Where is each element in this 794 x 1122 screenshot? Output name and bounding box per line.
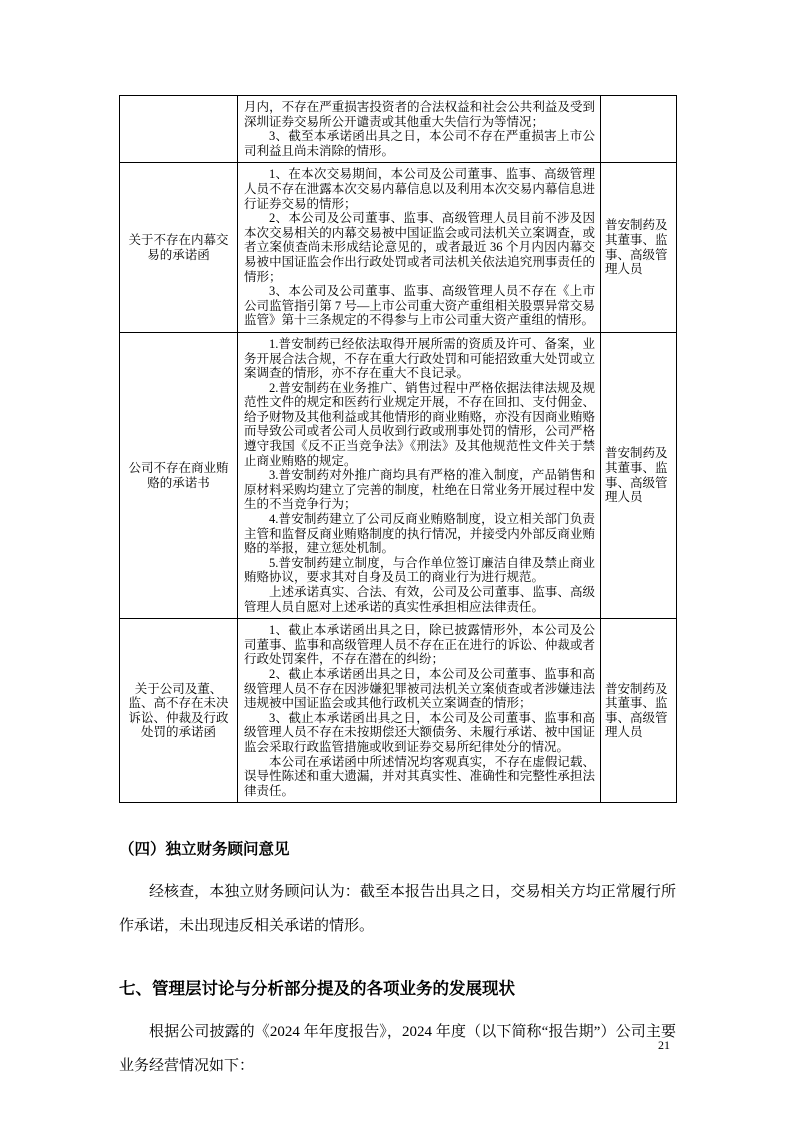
content-paragraph: 1.普安制药已经依法取得开展所需的资质及许可、备案，业务开展合法合规，不存在重大行政处罚和可能招致重大处罚或立案调查的情形，亦不存在重大不良记录。: [244, 336, 595, 381]
content-paragraph: 2.普安制药在业务推广、销售过程中严格依据法律法规及规范性文件的规定和医药行业规定开展，不存在回扣、支付佣金、给予财物及其他利益或其他情形的商业贿赂，亦没有因商业贿赂而导致公司或者公司人员收到行政或刑事处罚的情形，公司严格遵守我国《反不正当竞争法》《刑法》及其他规范性文件关于禁止商业贿赂的规定。: [244, 380, 595, 468]
section-paragraph-business-overview: 根据公司披露的《2024 年年度报告》，2024 年度（以下简称“报告期”）公司主要业务经营情况如下：: [119, 1024, 676, 1075]
row-label: 关于不存在内幕交易的承诺函: [120, 163, 238, 333]
party-cell: [601, 96, 677, 163]
row-content: [238, 332, 601, 618]
section-heading-independent-advisor: （四）独立财务顾问意见: [119, 841, 290, 859]
content-paragraph: 3、截止本承诺函出具之日，本公司及公司董事、监事和高级管理人员不存在未按期偿还大额债务、未履行承诺、被中国证监会采取行政监管措施或收到证券交易所纪律处分的情况。: [244, 710, 595, 754]
table-row-pending-litigation: [120, 619, 677, 803]
content-paragraph: 3.普安制药对外推广商均具有严格的准入制度，产品销售和原材料采购均建立了完善的制度，杜绝在日常业务开展过程中发生的不当竞争行为；: [244, 468, 595, 512]
content-paragraph: 3、截至本承诺函出具之日，本公司不存在严重损害上市公司利益且尚未消除的情形。: [244, 129, 595, 158]
row-label: 公司不存在商业贿赂的承诺书: [120, 332, 238, 618]
commitment-table: [119, 95, 677, 803]
party-cell: 普安制药及其董事、监事、高级管理人员: [601, 619, 677, 803]
content-paragraph: 上述承诺真实、合法、有效，公司及公司董事、监事、高级管理人员自愿对上述承诺的真实性承担相应法律责任。: [244, 585, 595, 614]
row-label: 关于公司及董、监、高不存在未决诉讼、仲裁及行政处罚的承诺函: [120, 619, 238, 803]
content-paragraph: 月内，不存在严重损害投资者的合法权益和社会公共利益及受到深圳证券交易所公开谴责或其他重大失信行为等情况；: [244, 100, 595, 129]
row-content: [238, 96, 601, 163]
content-paragraph: 本公司在承诺函中所述情况均客观真实，不存在虚假记载、误导性陈述和重大遗漏，并对其真实性、准确性和完整性承担法律责任。: [244, 754, 595, 798]
page-number: 21: [658, 1038, 670, 1052]
party-cell: 普安制药及其董事、监事、高级管理人员: [601, 332, 677, 618]
content-paragraph: 2、截止本承诺函出具之日，本公司及公司董事、监事和高级管理人员不存在因涉嫌犯罪被司法机关立案侦查或者涉嫌违法违规被中国证监会或其他行政机关立案调查的情形；: [244, 666, 595, 711]
table-row-insider-trading: [120, 163, 677, 333]
row-content: [238, 619, 601, 803]
content-paragraph: 1、截止本承诺函出具之日，除已披露情形外，本公司及公司董事、监事和高级管理人员不存在正在进行的诉讼、仲裁或者行政处罚案件，不存在潜在的纠纷；: [244, 623, 595, 667]
table-row-continuation: [120, 96, 677, 163]
content-paragraph: 2、本公司及公司董事、监事、高级管理人员目前不涉及因本次交易相关的内幕交易被中国证监会或司法机关立案调查，或者立案侦查尚未形成结论意见的，或者最近 36 个月内因内幕交易被中国证监会作出行政处罚或者司法机关依法追究刑事责任的情形；: [244, 211, 595, 284]
content-paragraph: 1、在本次交易期间，本公司及公司董事、监事、高级管理人员不存在泄露本次交易内幕信息以及利用本次交易内幕信息进行证券交易的情形；: [244, 167, 595, 211]
section-paragraph-advisor-opinion: 经核查，本独立财务顾问认为：截至本报告出具之日，交易相关方均正常履行所作承诺，未出现违反相关承诺的情形。: [119, 884, 676, 935]
party-cell: 普安制药及其董事、监事、高级管理人员: [601, 163, 677, 333]
row-content: [238, 163, 601, 333]
section-heading-management-discussion: 七、管理层讨论与分析部分提及的各项业务的发展现状: [119, 979, 515, 999]
content-paragraph: 5.普安制药建立制度，与合作单位签订廉洁自律及禁止商业贿赂协议，要求其对自身及员工的商业行为进行规范。: [244, 555, 595, 585]
row-label: [120, 96, 238, 163]
table-row-commercial-bribery: [120, 332, 677, 618]
content-paragraph: 3、本公司及公司董事、监事、高级管理人员不存在《上市公司监管指引第 7 号—上市公司重大资产重组相关股票异常交易监管》第十三条规定的不得参与上市公司重大资产重组的情形。: [244, 284, 595, 328]
content-paragraph: 4.普安制药建立了公司反商业贿赂制度，设立相关部门负责主管和监督反商业贿赂制度的执行情况，并接受内外部反商业贿赂的举报，建立惩处机制。: [244, 512, 595, 556]
